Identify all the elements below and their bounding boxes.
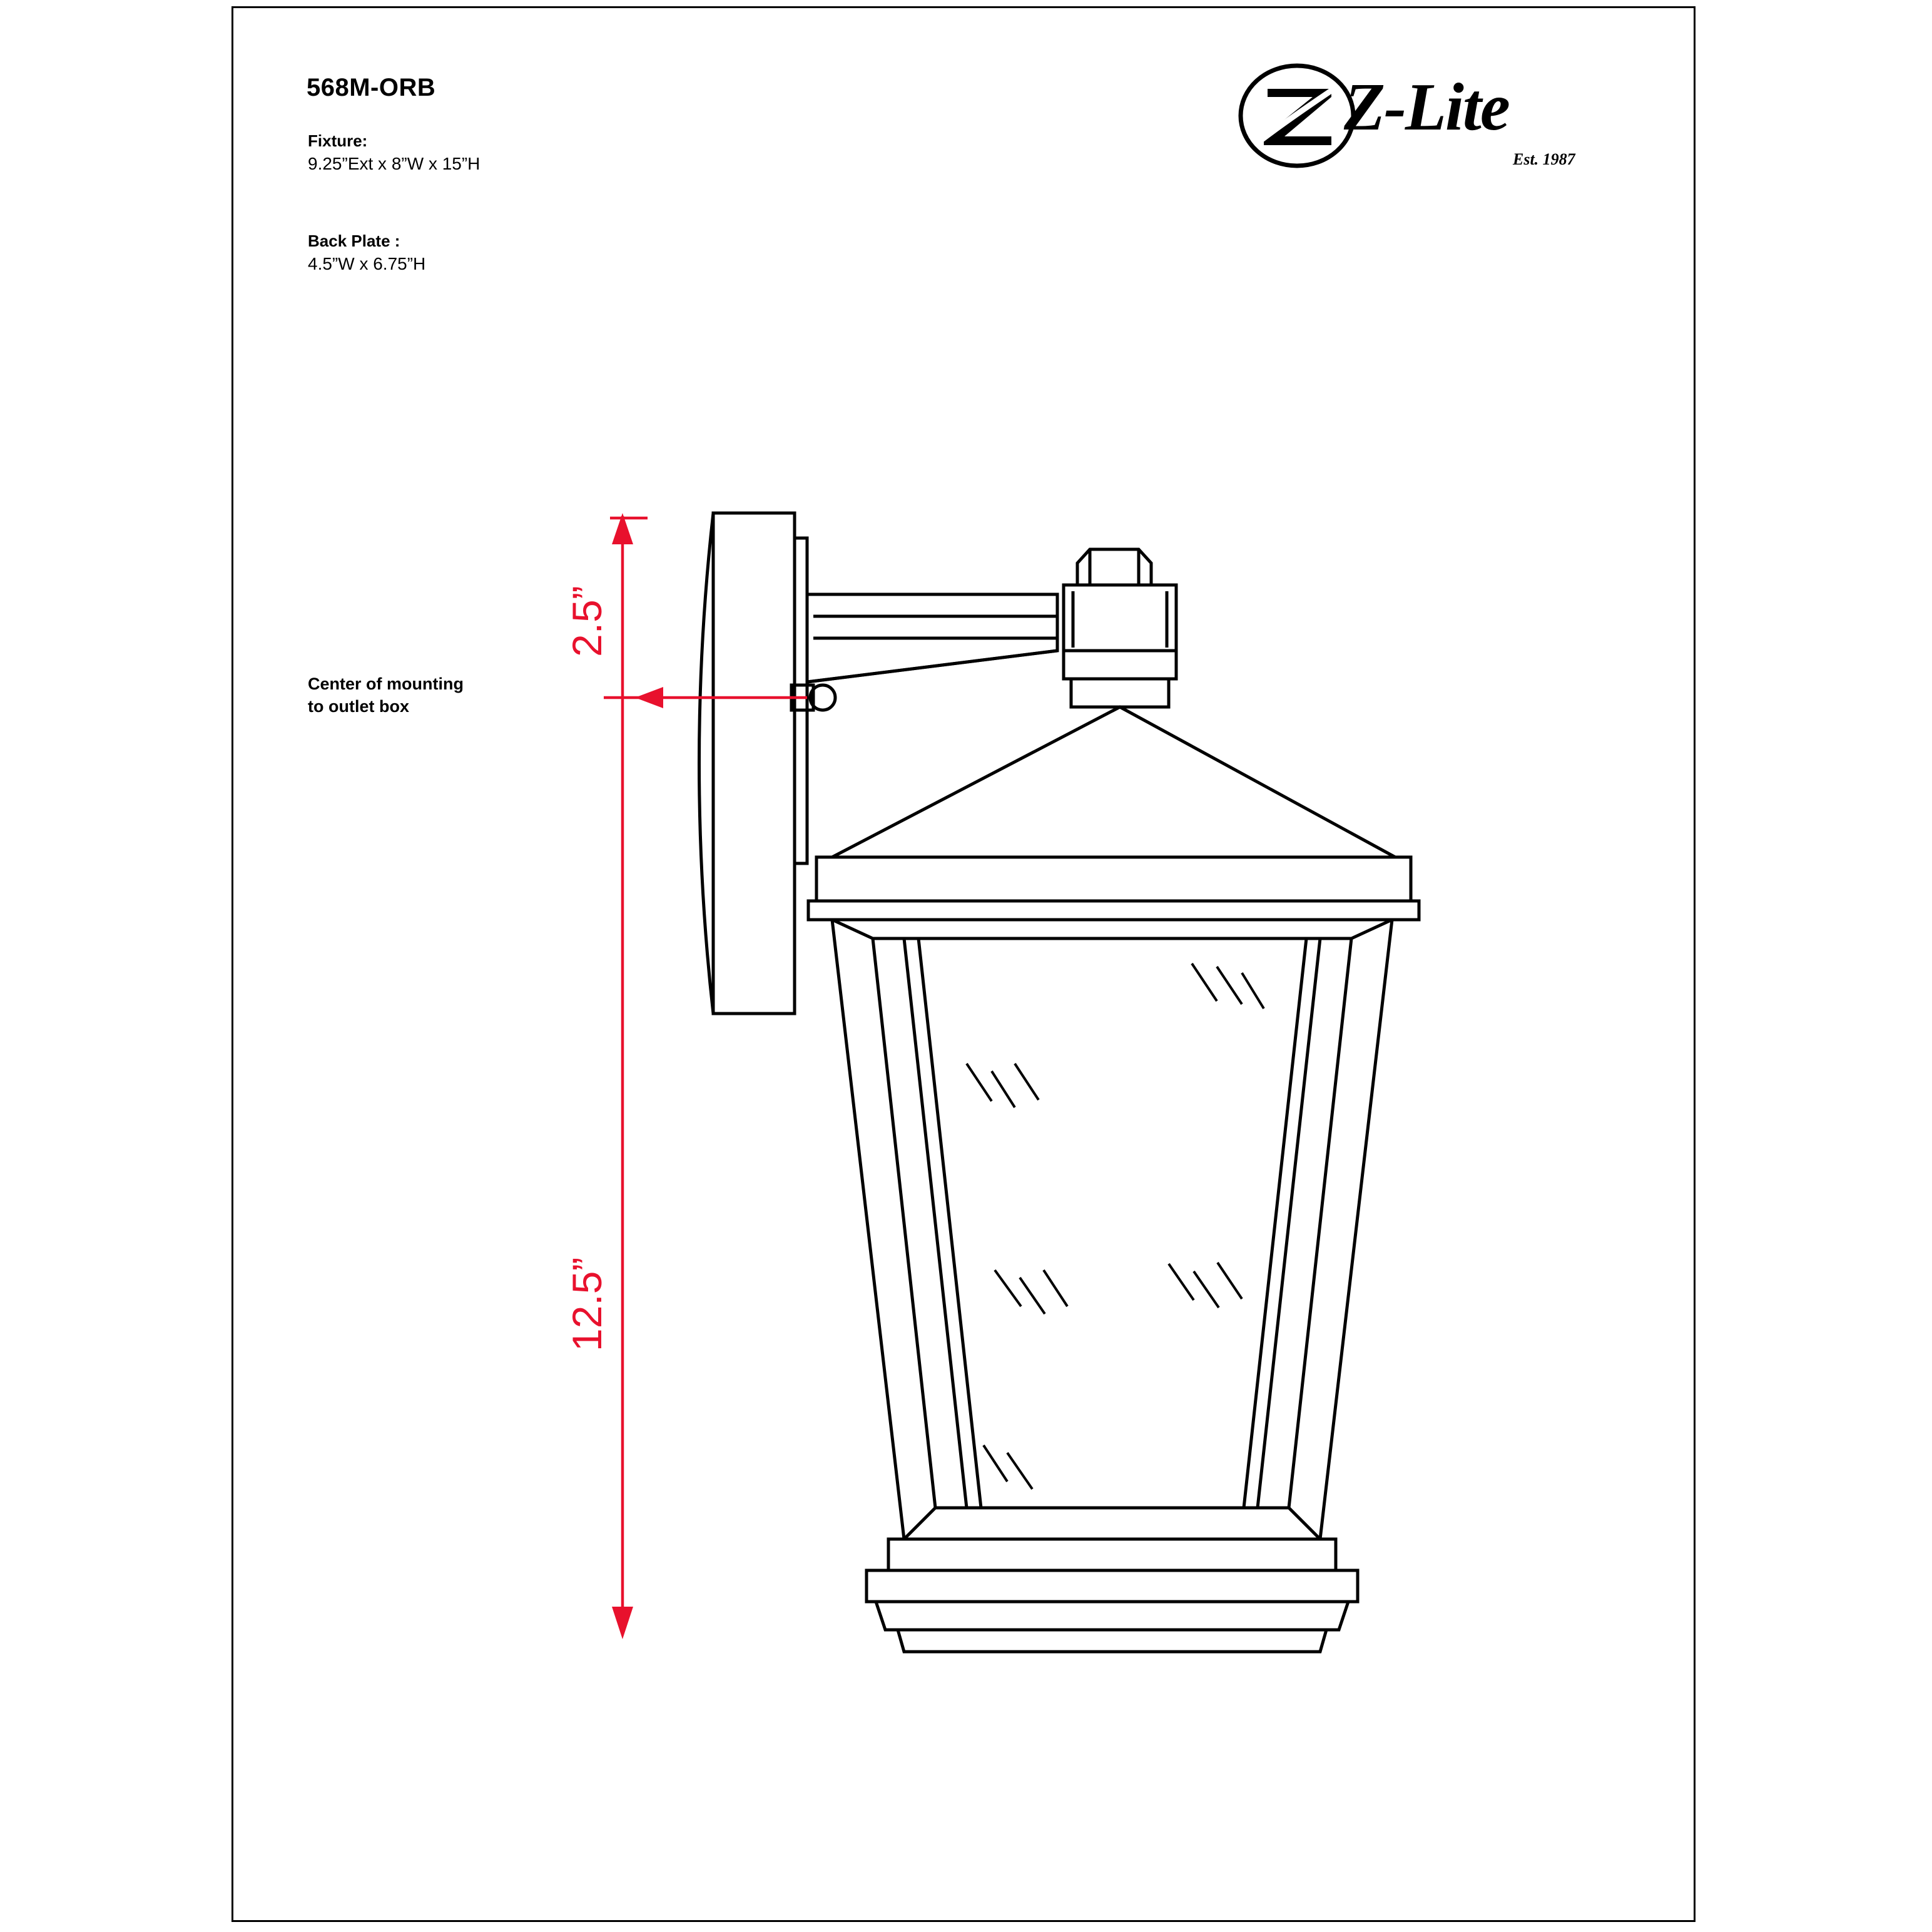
- dimension-label-bottom: 12.5”: [564, 1257, 610, 1351]
- dimension-label-top: 2.5”: [564, 586, 610, 657]
- brand-logo: [1219, 63, 1657, 181]
- z-monogram-icon: [1238, 63, 1356, 169]
- brand-name: Z-Lite: [1344, 70, 1509, 145]
- page-title: 568M-ORB: [307, 74, 436, 101]
- fixture-spec: [308, 130, 480, 176]
- back-plate-value: 4.5”W x 6.75”H: [308, 254, 426, 274]
- brand-established: Est. 1987: [1513, 150, 1575, 168]
- mounting-callout-line1: Center of mounting: [308, 674, 464, 693]
- back-plate-spec: [308, 230, 425, 276]
- fixture-label: Fixture:: [308, 131, 368, 150]
- mounting-callout-line2: to outlet box: [308, 697, 409, 716]
- fixture-value: 9.25”Ext x 8”W x 15”H: [308, 154, 480, 174]
- mounting-callout: [308, 673, 464, 718]
- page-border: [231, 6, 1696, 1922]
- back-plate-label: Back Plate :: [308, 231, 400, 250]
